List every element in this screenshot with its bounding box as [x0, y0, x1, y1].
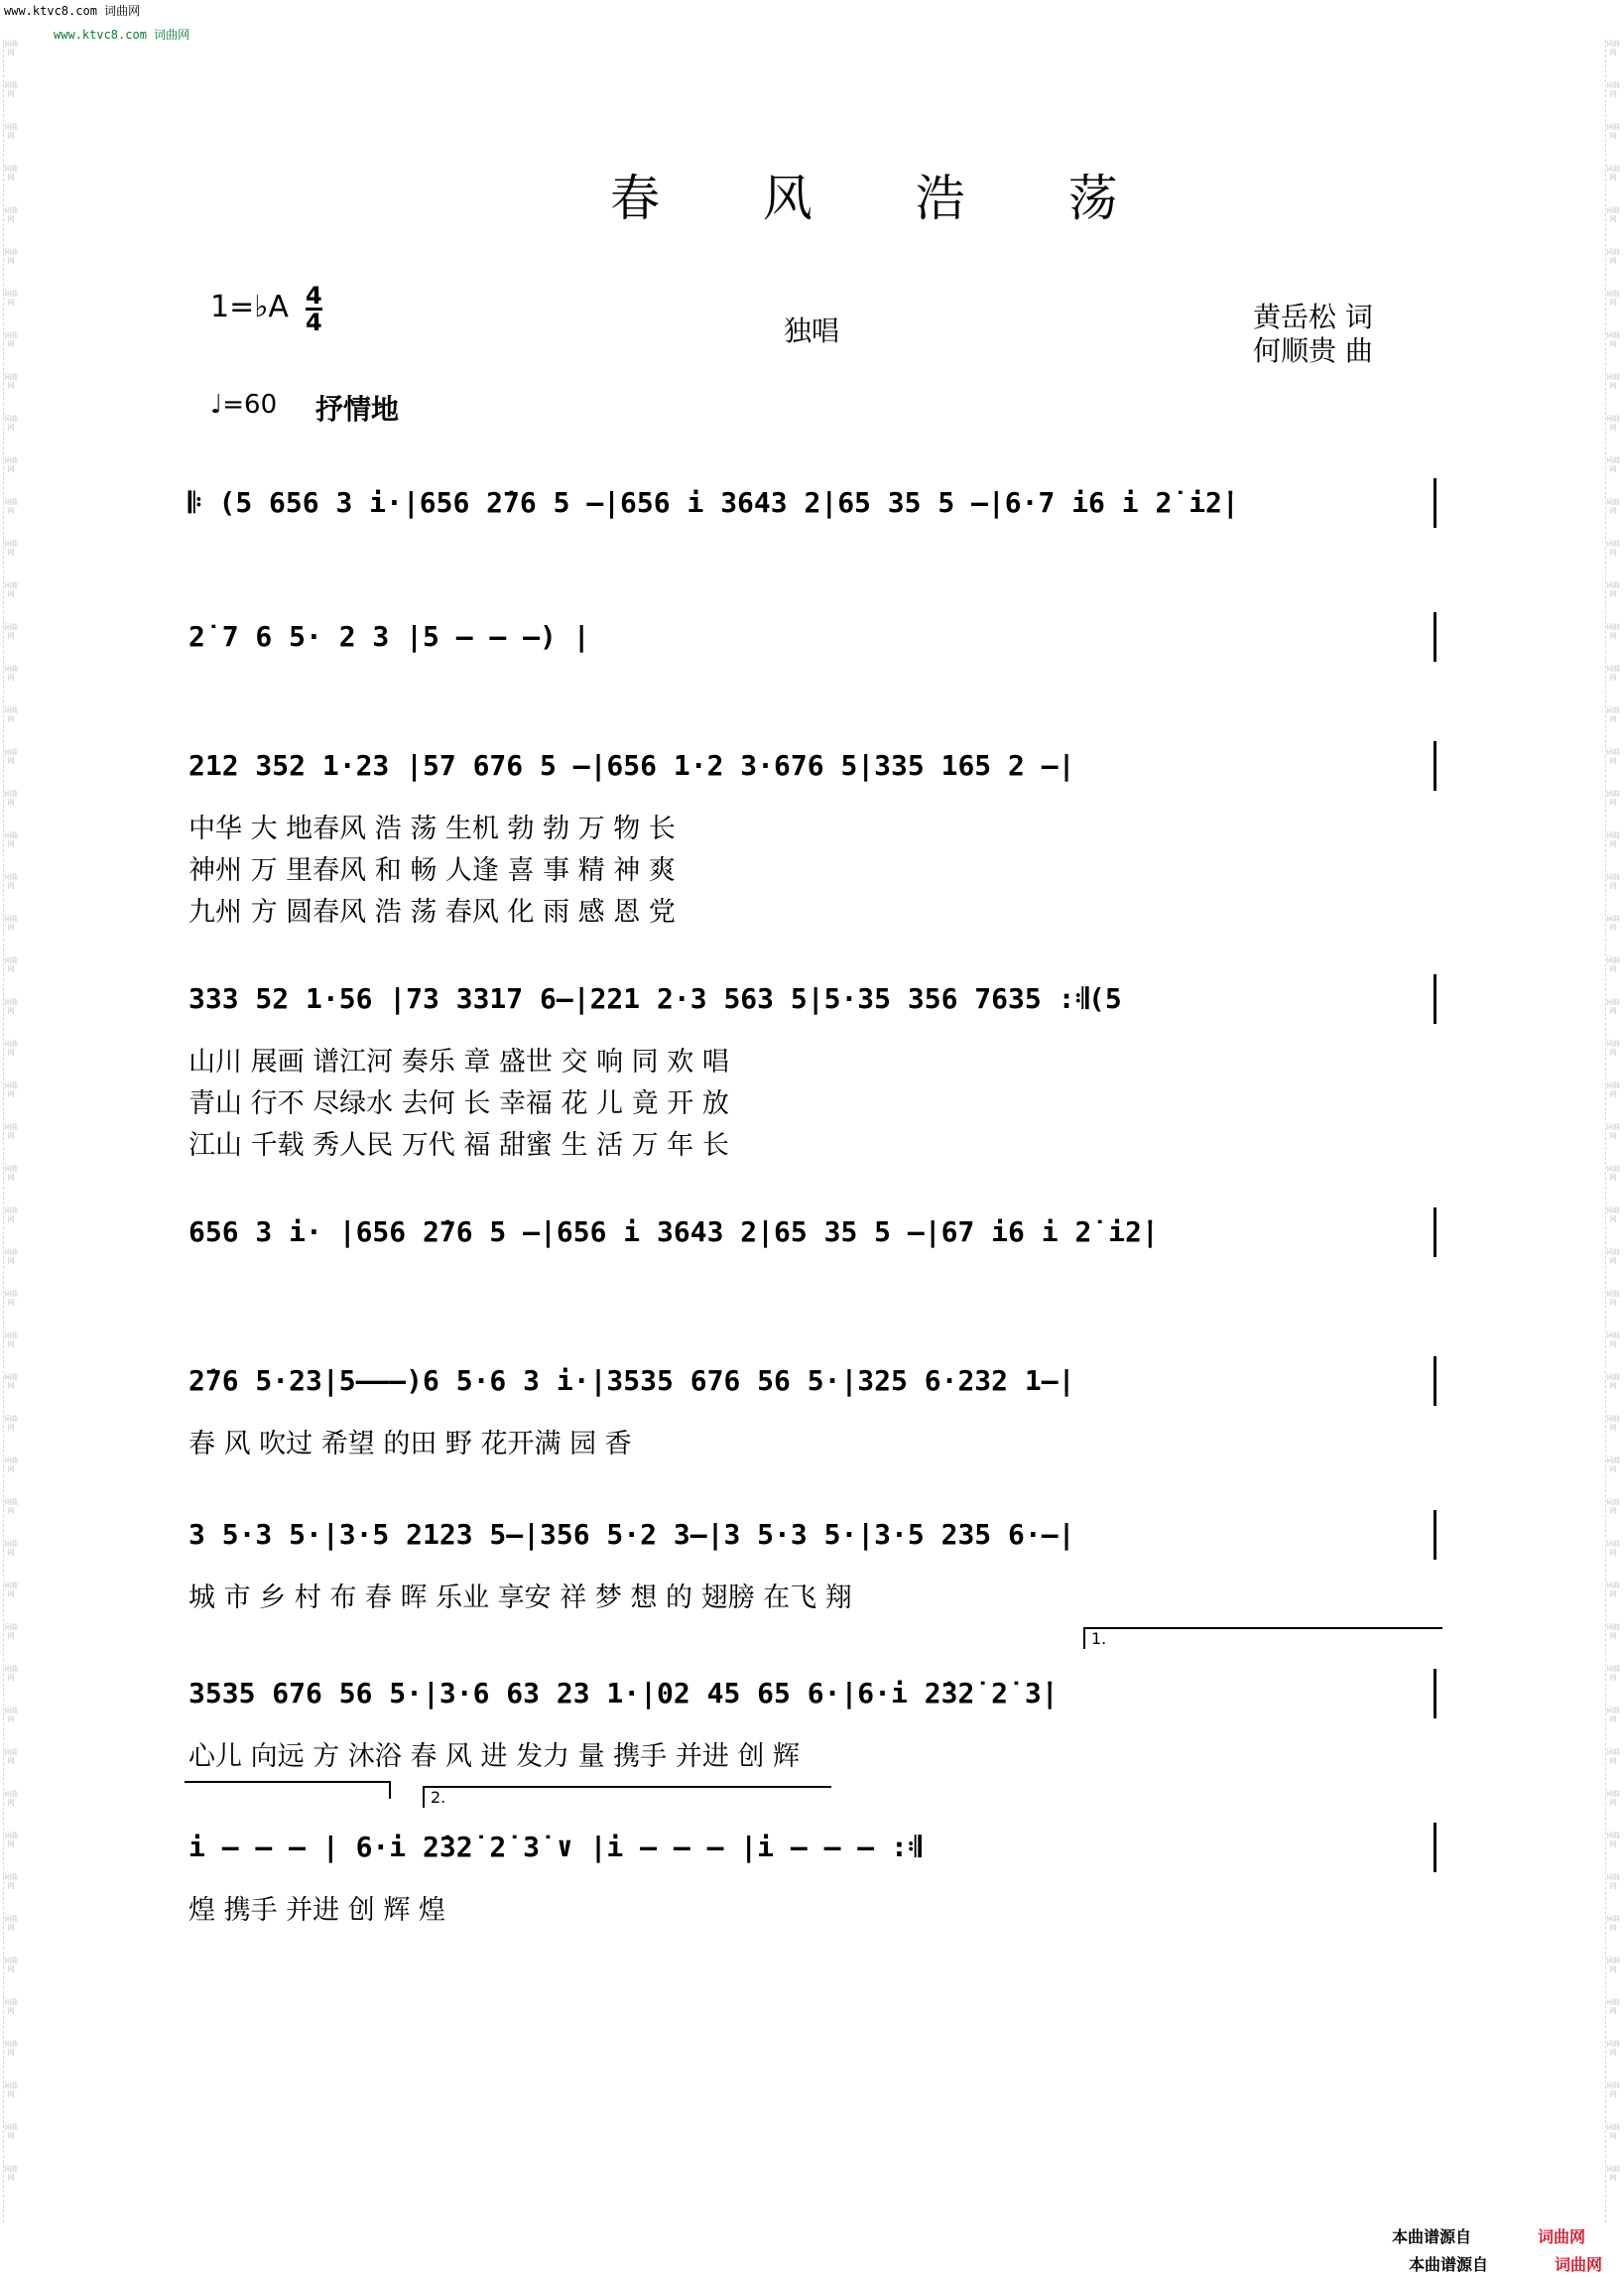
- watermark-text: 词曲网: [1606, 123, 1620, 140]
- watermark-text: 词曲网: [1606, 498, 1620, 515]
- watermark-text: 词曲网: [1606, 1998, 1620, 2015]
- watermark-text: 词曲网: [1606, 998, 1620, 1015]
- watermark-text: 词曲网: [4, 1540, 18, 1557]
- watermark-text: 词曲网: [4, 1581, 18, 1598]
- watermark-text: 词曲网: [4, 1665, 18, 1682]
- watermark-text: 词曲网: [1606, 1832, 1620, 1848]
- footer-site-link-2[interactable]: 词曲网: [1555, 2255, 1603, 2274]
- watermark-text: 词曲网: [4, 248, 18, 265]
- watermark-text: 词曲网: [1606, 1790, 1620, 1807]
- composer: 何顺贵 曲: [1253, 334, 1373, 367]
- tempo-marking: ♩=60: [210, 390, 278, 420]
- notation-line: 𝄆 (5 656 3 i·|656 2̇76 5 –|656 i 3643 2|65 35 5 –|6·7 i6 i 2̇ i2̇|: [188, 486, 1239, 519]
- score-title: 春 风 浩 荡: [610, 170, 1162, 227]
- watermark-text: 词曲网: [4, 1957, 18, 1973]
- watermark-text: 词曲网: [4, 748, 18, 765]
- watermark-text: 词曲网: [4, 873, 18, 890]
- watermark-text: 词曲网: [1606, 1415, 1620, 1432]
- watermark-text: 词曲网: [1606, 915, 1620, 932]
- barline: [1434, 1207, 1437, 1257]
- watermark-text: 词曲网: [1606, 1623, 1620, 1640]
- watermark-text: 词曲网: [4, 290, 18, 307]
- watermark-text: 词曲网: [1606, 81, 1620, 98]
- watermark-text: 词曲网: [1606, 665, 1620, 682]
- watermark-text: 词曲网: [4, 1456, 18, 1473]
- lyric-line: 心儿 向远 方 沐浴 春 风 进 发力 量 携手 并进 创 辉: [188, 1741, 800, 1772]
- lyric-line: 城 市 乡 村 布 春 晖 乐业 享安 祥 梦 想 的 翅膀 在飞 翔: [188, 1582, 852, 1613]
- watermark-text: 词曲网: [4, 1873, 18, 1890]
- watermark-text: 词曲网: [1606, 1040, 1620, 1057]
- notation-line: 656 3 i· |656 2̇76 5 –|656 i 3643 2|65 35 5 –|67 i6 i 2̇ i2̇|: [188, 1215, 1159, 1248]
- watermark-text: 词曲网: [4, 1248, 18, 1265]
- notation-line: 2̇ 7 6 5· 2 3 |5 – – –) |: [188, 620, 590, 653]
- watermark-text: 词曲网: [1606, 1540, 1620, 1557]
- watermark-text: 词曲网: [1606, 873, 1620, 890]
- watermark-text: 词曲网: [1606, 956, 1620, 973]
- lyric-line: 山川 展画 谱江河 奏乐 章 盛世 交 响 同 欢 唱: [188, 1047, 729, 1077]
- watermark-text: 词曲网: [4, 1165, 18, 1182]
- watermark-text: 词曲网: [4, 1415, 18, 1432]
- site-header-1: www.ktvc8.com 词曲网: [4, 4, 141, 18]
- barline: [1434, 1669, 1437, 1718]
- watermark-text: 词曲网: [4, 2165, 18, 2182]
- lyric-line: 春 风 吹过 希望 的田 野 花开满 园 香: [188, 1429, 632, 1459]
- notation-line: 2̇76 5·23|5–––)6 5·6 3 i·|3535 676 56 5·|325 6·232 1–|: [188, 1364, 1075, 1397]
- watermark-text: 词曲网: [1606, 248, 1620, 265]
- watermark-text: 词曲网: [4, 206, 18, 223]
- watermark-text: 词曲网: [1606, 1373, 1620, 1390]
- barline: [1434, 1823, 1437, 1872]
- performance-type: 独唱: [784, 315, 840, 347]
- watermark-text: 词曲网: [1606, 1581, 1620, 1598]
- watermark-text: 词曲网: [4, 540, 18, 557]
- watermark-text: 词曲网: [4, 1331, 18, 1348]
- watermark-text: 词曲网: [4, 40, 18, 57]
- notation-line: 333 52 1·56 |73 3317 6–|221 2·3 563 5|5·35 356 7635 :𝄇(5: [188, 982, 1122, 1015]
- watermark-text: 词曲网: [1606, 1081, 1620, 1098]
- watermark-text: 词曲网: [1606, 540, 1620, 557]
- watermark-text: 词曲网: [4, 1832, 18, 1848]
- watermark-text: 词曲网: [4, 1206, 18, 1223]
- notation-line: 3535 676 56 5·|3·6 63 23 1·|02 45 65 6·|6·i 2̇32̇ 2̇ 3̇|: [188, 1677, 1059, 1709]
- watermark-text: 词曲网: [4, 1373, 18, 1390]
- barline: [1434, 1510, 1437, 1560]
- watermark-text: 词曲网: [1606, 1290, 1620, 1307]
- volta-first: 1.: [1083, 1627, 1442, 1649]
- notation-line: 3 5·3 5·|3·5 2123 5–|356 5·2 3–|3 5·3 5·|3·5 235 6·–|: [188, 1518, 1075, 1551]
- watermark-text: 词曲网: [1606, 1748, 1620, 1765]
- footer-source-label-2: 本曲谱源自: [1409, 2255, 1489, 2274]
- watermark-text: 词曲网: [4, 831, 18, 848]
- barline: [1434, 1356, 1437, 1406]
- watermark-text: 词曲网: [1606, 1498, 1620, 1515]
- notation-line: 212 352 1·23 |57 676 5 –|656 1·2 3·676 5|335 165 2 –|: [188, 749, 1075, 782]
- watermark-text: 词曲网: [1606, 1915, 1620, 1932]
- watermark-text: 词曲网: [1606, 415, 1620, 432]
- watermark-text: 词曲网: [4, 456, 18, 473]
- watermark-text: 词曲网: [4, 2040, 18, 2057]
- watermark-text: 词曲网: [4, 2123, 18, 2140]
- right-watermark-column: [1605, 40, 1620, 2222]
- lyric-line: 青山 行不 尽绿水 去何 长 幸福 花 儿 竟 开 放: [188, 1088, 729, 1119]
- watermark-text: 词曲网: [4, 498, 18, 515]
- watermark-text: 词曲网: [4, 1498, 18, 1515]
- watermark-text: 词曲网: [1606, 331, 1620, 348]
- notation-line: i – – – | 6·i 2̇32̇ 2̇ 3̇ ∨ |i – – – |i – – – :𝄇: [188, 1831, 922, 1863]
- watermark-text: 词曲网: [1606, 40, 1620, 57]
- watermark-text: 词曲网: [4, 1290, 18, 1307]
- watermark-text: 词曲网: [4, 956, 18, 973]
- volta-first-end-hook: [389, 1781, 391, 1799]
- watermark-text: 词曲网: [4, 415, 18, 432]
- watermark-text: 词曲网: [1606, 1123, 1620, 1140]
- watermark-text: 词曲网: [1606, 290, 1620, 307]
- watermark-text: 词曲网: [1606, 748, 1620, 765]
- watermark-text: 词曲网: [1606, 1665, 1620, 1682]
- watermark-text: 词曲网: [4, 1707, 18, 1723]
- site-header-2: www.ktvc8.com 词曲网: [54, 28, 190, 42]
- watermark-text: 词曲网: [1606, 831, 1620, 848]
- watermark-text: 词曲网: [4, 623, 18, 640]
- lyric-line: 江山 千载 秀人民 万代 福 甜蜜 生 活 万 年 长: [188, 1130, 729, 1161]
- watermark-text: 词曲网: [4, 998, 18, 1015]
- watermark-text: 词曲网: [4, 915, 18, 932]
- watermark-text: 词曲网: [4, 706, 18, 723]
- lyric-line: 煌 携手 并进 创 辉 煌: [188, 1895, 445, 1926]
- lyric-line: 九州 方 圆春风 浩 荡 春风 化 雨 感 恩 党: [188, 897, 676, 928]
- watermark-text: 词曲网: [4, 123, 18, 140]
- watermark-text: 词曲网: [1606, 623, 1620, 640]
- barline: [1434, 741, 1437, 791]
- left-watermark-column: [3, 40, 18, 2222]
- watermark-text: 词曲网: [4, 1915, 18, 1932]
- watermark-text: 词曲网: [1606, 1248, 1620, 1265]
- time-signature: 4 4: [306, 282, 322, 336]
- watermark-text: 词曲网: [4, 81, 18, 98]
- lyric-line: 神州 万 里春风 和 畅 人逢 喜 事 精 神 爽: [188, 855, 676, 886]
- watermark-text: 词曲网: [1606, 2082, 1620, 2098]
- watermark-text: 词曲网: [1606, 1165, 1620, 1182]
- watermark-text: 词曲网: [4, 1748, 18, 1765]
- watermark-text: 词曲网: [1606, 581, 1620, 598]
- watermark-text: 词曲网: [4, 1081, 18, 1098]
- volta-second: 2.: [423, 1786, 831, 1808]
- watermark-text: 词曲网: [1606, 1873, 1620, 1890]
- watermark-text: 词曲网: [1606, 456, 1620, 473]
- watermark-text: 词曲网: [4, 1790, 18, 1807]
- barline: [1434, 612, 1437, 662]
- watermark-text: 词曲网: [1606, 165, 1620, 182]
- watermark-text: 词曲网: [1606, 1206, 1620, 1223]
- barline: [1434, 478, 1437, 528]
- watermark-text: 词曲网: [1606, 206, 1620, 223]
- watermark-text: 词曲网: [4, 1123, 18, 1140]
- watermark-text: 词曲网: [4, 1998, 18, 2015]
- watermark-text: 词曲网: [4, 1040, 18, 1057]
- footer-site-link-1[interactable]: 词曲网: [1538, 2227, 1586, 2246]
- watermark-text: 词曲网: [1606, 1456, 1620, 1473]
- watermark-text: 词曲网: [1606, 373, 1620, 390]
- watermark-text: 词曲网: [4, 2082, 18, 2098]
- lyricist: 黄岳松 词: [1253, 301, 1373, 333]
- watermark-text: 词曲网: [4, 581, 18, 598]
- watermark-text: 词曲网: [1606, 706, 1620, 723]
- footer-source-label-1: 本曲谱源自: [1392, 2227, 1472, 2246]
- watermark-text: 词曲网: [4, 665, 18, 682]
- watermark-text: 词曲网: [4, 165, 18, 182]
- watermark-text: 词曲网: [4, 790, 18, 807]
- watermark-text: 词曲网: [1606, 2040, 1620, 2057]
- watermark-text: 词曲网: [1606, 1957, 1620, 1973]
- volta-first-end: [185, 1781, 391, 1783]
- watermark-text: 词曲网: [4, 373, 18, 390]
- watermark-text: 词曲网: [1606, 1331, 1620, 1348]
- lyric-line: 中华 大 地春风 浩 荡 生机 勃 勃 万 物 长: [188, 814, 676, 844]
- watermark-text: 词曲网: [1606, 2123, 1620, 2140]
- watermark-text: 词曲网: [1606, 2165, 1620, 2182]
- barline: [1434, 974, 1437, 1024]
- watermark-text: 词曲网: [4, 331, 18, 348]
- watermark-text: 词曲网: [1606, 790, 1620, 807]
- watermark-text: 词曲网: [4, 1623, 18, 1640]
- expression-marking: 抒情地: [315, 393, 400, 426]
- watermark-text: 词曲网: [1606, 1707, 1620, 1723]
- key-signature: 1=♭A: [210, 290, 289, 324]
